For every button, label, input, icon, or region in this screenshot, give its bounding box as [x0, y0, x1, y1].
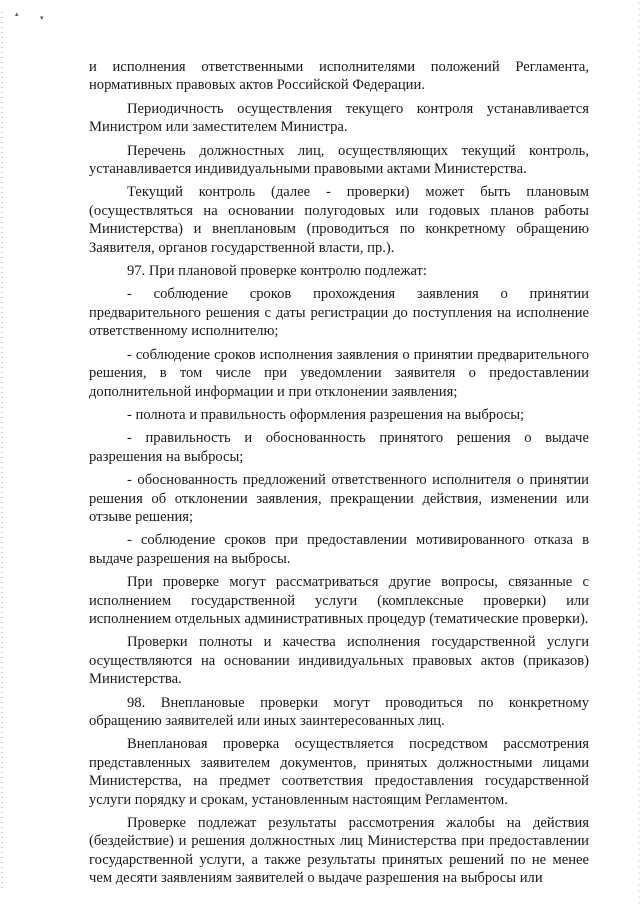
paragraph: Перечень должностных лиц, осуществляющих текущий контроль, устанавливается индивидуальными правовыми актами Министерства.: [89, 142, 589, 178]
list-item: - соблюдение сроков прохождения заявления о принятии предварительного решения с даты регистрации до поступления на исполнение ответственному исполнителю;: [89, 286, 589, 340]
scan-artifact-mark: ▴: [15, 10, 19, 18]
paragraph: Текущий контроль (далее - проверки) может быть плановым (осуществляться на основании полугодовых или годовых планов работы Министерства) и внеплановым (проводиться по конкретному обращению Заявителя, органов государственной власти, пр.).: [89, 184, 589, 256]
paragraph: Проверке подлежат результаты рассмотрения жалобы на действия (бездействие) и решения должностных лиц Министерства при предоставлении государственной услуги, а также результаты принятых решений по не менее чем десяти заявлениям заявителей о выдаче разрешения на выбросы или: [89, 815, 589, 887]
section-heading-97: 97. При плановой проверке контролю подлежат:: [127, 263, 427, 280]
paragraph: При проверке могут рассматриваться другие вопросы, связанные с исполнением государственной услуги (комплексные проверки) или исполнением отдельных административных процедур (тематические проверки).: [89, 574, 589, 627]
paragraph: Внеплановая проверка осуществляется посредством рассмотрения представленных заявителем документов, принятых должностными лицами Министерства, на предмет соответствия предоставления государственной услуги порядку и срокам, установленным настоящим Регламентом.: [89, 736, 589, 808]
paragraph: Проверки полноты и качества исполнения государственной услуги осуществляются на основании индивидуальных правовых актов (приказов) Министерства.: [89, 634, 589, 688]
list-item: - соблюдение сроков при предоставлении мотивированного отказа в выдаче разрешения на выбросы.: [89, 532, 589, 567]
document-body: [89, 58, 589, 893]
list-item: - обоснованность предложений ответственного исполнителя о принятии решения об отклонении заявления, прекращении действия, изменении или отзыве решения;: [89, 472, 589, 525]
list-item: - правильность и обоснованность принятого решения о выдаче разрешения на выбросы;: [89, 430, 589, 465]
paragraph: и исполнения ответственными исполнителями положений Регламента, нормативных правовых актов Российской Федерации.: [89, 59, 589, 94]
section-heading-98: 98. Внеплановые проверки могут проводиться по конкретному обращению заявителей или иных заинтересованных лиц.: [89, 694, 589, 729]
scan-edge-left: [1, 10, 3, 890]
scan-artifact-mark: ▾: [40, 14, 44, 22]
list-item: - соблюдение сроков исполнения заявления о принятии предварительного решения, в том числе при уведомлении заявителя о предоставлении дополнительной информации и при отклонении заявления;: [89, 346, 589, 400]
list-item: - полнота и правильность оформления разрешения на выбросы;: [127, 406, 525, 423]
paragraph: Периодичность осуществления текущего контроля устанавливается Министром или заместителем Министра.: [89, 100, 589, 136]
